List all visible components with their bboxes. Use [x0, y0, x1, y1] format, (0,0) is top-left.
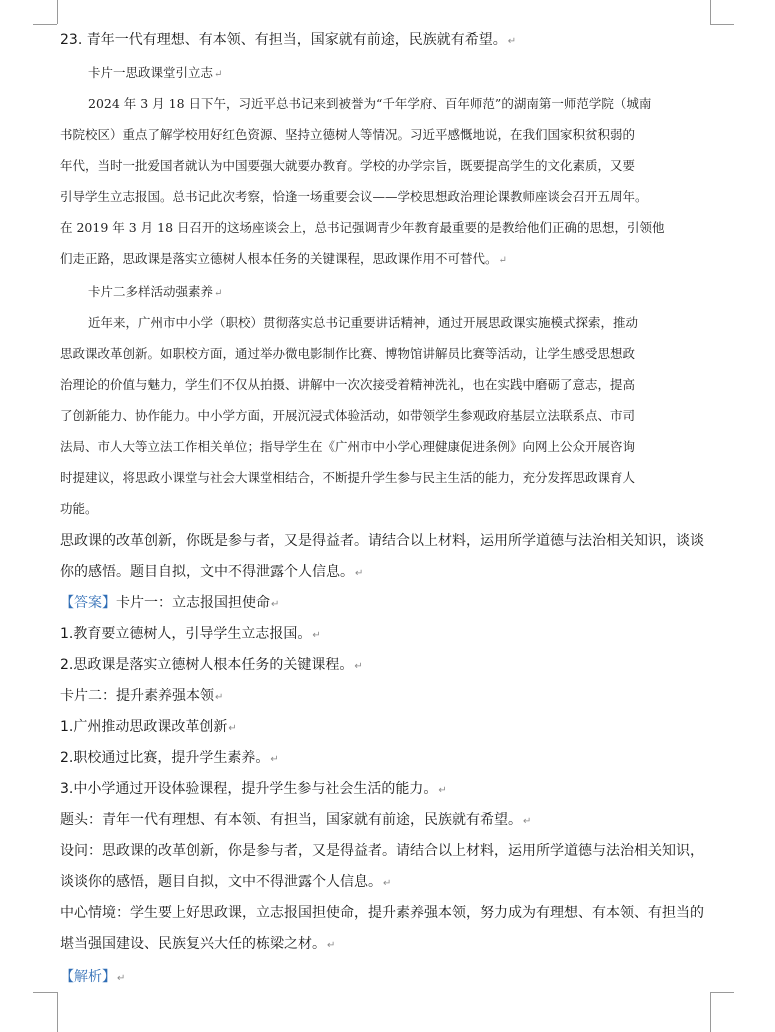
- answer-subheading: 卡片二：提升素养强本领↵: [60, 688, 224, 704]
- card2-paragraph-line: 近年来，广州市中小学（职校）贯彻落实总书记重要讲话精神，通过开展思政课实施模式探索，推动: [88, 315, 639, 330]
- card2-paragraph-line: 了创新能力、协作能力。中小学方面，开展沉浸式体验活动，如带领学生参观政府基层立法联系点、市司: [60, 408, 636, 423]
- answer-center-line: 中心情境：学生要上好思政课，立志报国担使命，提升素养强本领，努力成为有理想、有本领、有担当的: [60, 905, 704, 921]
- card1-paragraph-line: 引导学生立志报国。总书记此次考察，恰逢一场重要会议——学校思想政治理论课教师座谈会召开五周年。: [60, 189, 648, 204]
- card2-paragraph-line: 思政课改革创新。如职校方面，通过举办微电影制作比赛、博物馆讲解员比赛等活动，让学生感受思想政: [60, 346, 636, 361]
- card1-title: 卡片一思政课堂引立志↵: [88, 65, 223, 80]
- analysis-tag: 【解析】: [60, 969, 116, 985]
- card1-paragraph-line: 书院校区）重点了解学校用好红色资源、坚持立德树人等情况。习近平感慨地说，在我们国家积贫积弱的: [60, 127, 636, 142]
- crop-mark-bottom-right: [710, 992, 711, 1032]
- crop-mark-top-left: [33, 24, 57, 25]
- analysis-heading: 【解析】↵: [60, 969, 126, 985]
- card1-paragraph-line: 2024 年 3 月 18 日下午，习近平总书记来到被誉为“千年学府、百年师范”的湖南第一师范学院（城南: [88, 96, 652, 111]
- card2-paragraph-line: 时提建议，将思政小课堂与社会大课堂相结合，不断提升学生参与民主生活的能力，充分发挥思政课育人: [60, 470, 636, 485]
- prompt-line: 思政课的改革创新，你既是参与者，又是得益者。请结合以上材料，运用所学道德与法治相关知识，谈谈: [60, 533, 704, 549]
- answer-tag: 【答案】: [60, 595, 116, 611]
- prompt-line: 你的感悟。题目自拟，文中不得泄露个人信息。↵: [60, 564, 364, 580]
- answer-heading: 【答案】卡片一：立志报国担使命↵: [60, 595, 280, 611]
- answer-item: 2.职校通过比赛，提升学生素养。↵: [60, 750, 279, 766]
- question-stem: 23. 青年一代有理想、有本领、有担当，国家就有前途，民族就有希望。↵: [60, 32, 517, 48]
- answer-ask-line: 谈谈你的感悟，题目自拟，文中不得泄露个人信息。↵: [60, 874, 392, 890]
- crop-mark-top-right: [710, 24, 734, 25]
- card2-paragraph-line: 功能。: [60, 501, 98, 516]
- crop-mark-top-right: [710, 0, 711, 24]
- answer-item: 1.广州推动思政课改革创新↵: [60, 719, 237, 735]
- answer-ask-line: 设问：思政课的改革创新，你是参与者，又是得益者。请结合以上材料，运用所学道德与法治相关知识，: [60, 843, 704, 859]
- answer-topic: 题头：青年一代有理想、有本领、有担当，国家就有前途，民族就有希望。↵: [60, 812, 532, 828]
- answer-item: 2.思政课是落实立德树人根本任务的关键课程。↵: [60, 657, 363, 673]
- crop-mark-bottom-left: [33, 992, 57, 993]
- card1-paragraph-line: 们走正路，思政课是落实立德树人根本任务的关键课程，思政课作用不可替代。↵: [60, 251, 507, 266]
- card2-paragraph-line: 法局、市人大等立法工作相关单位；指导学生在《广州市中小学心理健康促进条例》向网上公众开展咨询: [60, 439, 636, 454]
- answer-center-line: 堪当强国建设、民族复兴大任的栋梁之材。↵: [60, 936, 336, 952]
- card1-paragraph-line: 年代，当时一批爱国者就认为中国要强大就要办教育。学校的办学宗旨，既要提高学生的文化素质，又要: [60, 158, 636, 173]
- card2-paragraph-line: 治理论的价值与魅力，学生们不仅从拍摄、讲解中一次次接受着精神洗礼，也在实践中磨砺了意志，提高: [60, 377, 636, 392]
- answer-item: 3.中小学通过开设体验课程，提升学生参与社会生活的能力。↵: [60, 781, 447, 797]
- card1-paragraph-line: 在 2019 年 3 月 18 日召开的这场座谈会上，总书记强调青少年教育最重要的是教给他们正确的思想，引领他: [60, 220, 665, 235]
- crop-mark-bottom-left: [57, 992, 58, 1032]
- answer-item: 1.教育要立德树人，引导学生立志报国。↵: [60, 626, 321, 642]
- crop-mark-bottom-right: [710, 992, 734, 993]
- crop-mark-top-left: [57, 0, 58, 24]
- card2-title: 卡片二多样活动强素养↵: [88, 284, 223, 299]
